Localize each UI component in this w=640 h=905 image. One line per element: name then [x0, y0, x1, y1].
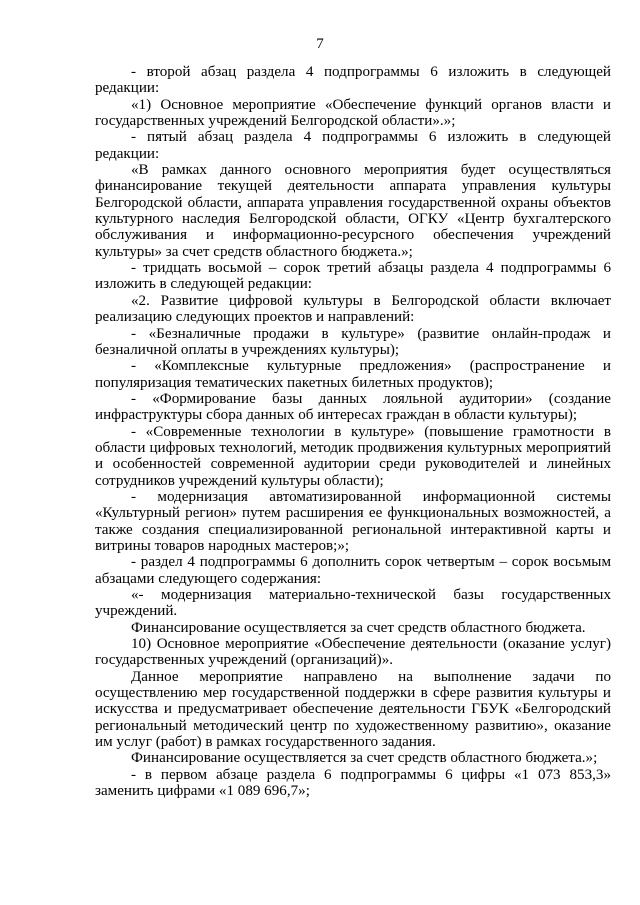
- list-item: - «Безналичные продажи в культуре» (развитие онлайн-продаж и безналичной оплаты в учреждениях культуры);: [95, 325, 611, 358]
- page-number: 7: [316, 36, 324, 52]
- paragraph: - в первом абзаце раздела 6 подпрограммы 6 цифры «1 073 853,3» заменить цифрами «1 089 696,7»;: [95, 766, 611, 800]
- paragraph: 10) Основное мероприятие «Обеспечение деятельности (оказание услуг) государственных учреждений (организаций)».: [95, 636, 611, 669]
- paragraph: - раздел 4 подпрограммы 6 дополнить сорок четвертым – сорок восьмым абзацами следующего содержания:: [95, 554, 611, 587]
- document-body: [95, 64, 611, 799]
- list-item: - «Формирование базы данных лояльной аудитории» (создание инфраструктуры сбора данных об интересах граждан в области культуры);: [95, 390, 611, 424]
- list-item: - модернизация автоматизированной информационной системы «Культурный регион» путем расширения ее функциональных возможностей, а также создания специализированной региональной интерактивной карты и витрины товаров народных мастеров;»;: [95, 488, 611, 554]
- list-item: - «Комплексные культурные предложения» (распространение и популяризация тематических пакетных билетных продуктов);: [95, 358, 611, 391]
- paragraph: Финансирование осуществляется за счет средств областного бюджета.»;: [131, 750, 598, 767]
- paragraph: Финансирование осуществляется за счет средств областного бюджета.: [131, 619, 586, 636]
- paragraph: «1) Основное мероприятие «Обеспечение функций органов власти и государственных учреждений Белгородской области».»;: [95, 96, 611, 130]
- paragraph: Данное мероприятие направлено на выполнение задачи по осуществлению мер государственной поддержки в сфере развития культуры и искусства и предусматривает обеспечение деятельности ГБУК «Белгородский региональный методический центр по художественному развитию», оказание им услуг (работ) в рамках государственного задания.: [95, 668, 611, 751]
- paragraph: «2. Развитие цифровой культуры в Белгородской области включает реализацию следующих проектов и направлений:: [95, 292, 611, 326]
- paragraph: - тридцать восьмой – сорок третий абзацы раздела 4 подпрограммы 6 изложить в следующей редакции:: [95, 260, 611, 293]
- list-item: «- модернизация материально-технической базы государственных учреждений.: [95, 587, 611, 620]
- paragraph: - пятый абзац раздела 4 подпрограммы 6 изложить в следующей редакции:: [95, 129, 611, 162]
- paragraph: - второй абзац раздела 4 подпрограммы 6 изложить в следующей редакции:: [95, 64, 611, 97]
- paragraph: «В рамках данного основного мероприятия будет осуществляться финансирование текущей деятельности аппарата управления культуры Белгородской области, аппарата управления государственной охраны объектов культурного наследия Белгородской области, ОГКУ «Центр бухгалтерского обслуживания и информационно-ресурсного обеспечения учреждений культуры» за счет средств областного бюджета.»;: [95, 162, 611, 260]
- list-item: - «Современные технологии в культуре» (повышение грамотности в области цифровых технологий, методик продвижения культурных мероприятий и особенностей современной аудитории среди руководителей и линейных сотрудников учреждений культуры области);: [95, 423, 611, 489]
